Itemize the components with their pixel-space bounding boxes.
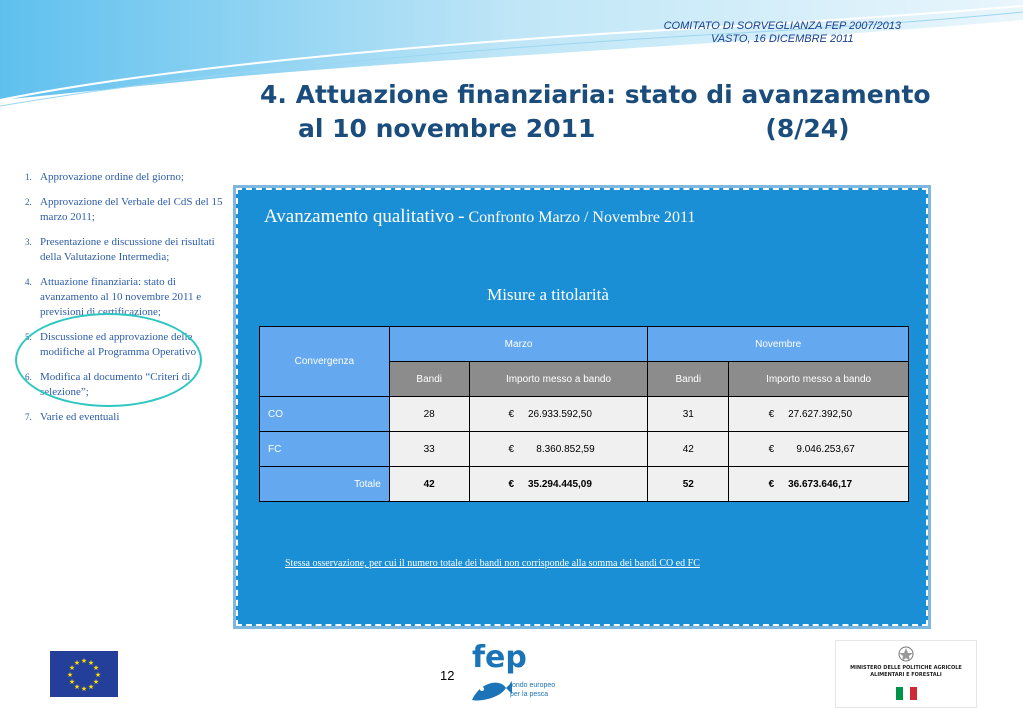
- content-panel: [236, 188, 928, 626]
- fep-logo-text: fep: [472, 640, 527, 675]
- table-row: [260, 397, 909, 432]
- amount-value: 26.933.592,50: [527, 408, 592, 420]
- cell-co-novembre-importo: [729, 397, 909, 432]
- cell-fc-novembre-bandi: 42: [648, 432, 729, 467]
- cell-co-novembre-bandi: 31: [648, 397, 729, 432]
- svg-text:★: ★: [73, 659, 81, 667]
- panel-heading: [264, 206, 695, 228]
- ministry-line-1: MINISTERO DELLE POLITICHE AGRICOLE: [850, 665, 962, 671]
- eu-flag-logo: [50, 651, 118, 697]
- svg-text:★: ★: [80, 657, 88, 665]
- currency-symbol: €: [768, 478, 775, 490]
- amount-value: 27.627.392,50: [788, 408, 853, 420]
- subheader-importo-novembre: Importo messo a bando: [729, 362, 909, 397]
- currency-symbol: €: [768, 408, 775, 420]
- agenda-item-1[interactable]: 1. Approvazione ordine del giorno;: [34, 170, 224, 185]
- agenda-item-7[interactable]: 7. Varie ed eventuali: [34, 410, 224, 425]
- row-label-co: CO: [260, 397, 390, 432]
- panel-heading-separator: -: [458, 206, 465, 227]
- ministry-line-2: ALIMENTARI E FORESTALI: [870, 672, 942, 678]
- table-corner-header: Convergenza: [260, 327, 390, 397]
- svg-text:★: ★: [73, 683, 81, 691]
- highlight-circle: [15, 313, 202, 407]
- cell-fc-novembre-importo: [729, 432, 909, 467]
- fep-logo: [466, 642, 560, 704]
- cell-total-marzo-bandi: 42: [389, 467, 469, 502]
- cell-total-novembre-bandi: 52: [648, 467, 729, 502]
- cell-total-marzo-importo: [469, 467, 648, 502]
- cell-co-marzo-importo: [469, 397, 648, 432]
- row-label-total: Totale: [260, 467, 390, 502]
- amount-value: 8.360.852,59: [536, 443, 595, 455]
- period-header-novembre: Novembre: [648, 327, 909, 362]
- fep-logo-subtext-2: per la pesca: [510, 691, 549, 698]
- slide-title: [260, 78, 960, 146]
- eu-stars-icon: [50, 651, 118, 697]
- agenda-item-4[interactable]: 4. Attuazione finanziaria: stato di avanzamento al 10 novembre 2011 e previsioni di certificazione;: [34, 275, 224, 320]
- svg-text:★: ★: [94, 671, 102, 679]
- committee-line-2: VASTO, 16 DICEMBRE 2011: [710, 33, 854, 45]
- table-row-total: [260, 467, 909, 502]
- agenda-item-6[interactable]: 6. Modifica al documento “Criteri di selezione”;: [34, 370, 224, 400]
- period-header-marzo: Marzo: [389, 327, 648, 362]
- cell-total-novembre-importo: [729, 467, 909, 502]
- currency-symbol: €: [508, 443, 515, 455]
- row-label-fc: FC: [260, 432, 390, 467]
- currency-symbol: €: [768, 443, 775, 455]
- svg-text:★: ★: [87, 683, 95, 691]
- committee-header: [664, 20, 901, 46]
- cell-fc-marzo-importo: [469, 432, 648, 467]
- svg-text:★: ★: [68, 664, 76, 672]
- subheader-importo-marzo: Importo messo a bando: [469, 362, 648, 397]
- currency-symbol: €: [508, 408, 515, 420]
- title-line-2-wrap: [260, 112, 960, 146]
- comparison-table: [259, 326, 909, 502]
- agenda-item-5[interactable]: 5. Discussione ed approvazione delle modifiche al Programma Operativo: [34, 330, 224, 360]
- cell-fc-marzo-bandi: 33: [389, 432, 469, 467]
- panel-subheading: Confronto Marzo / Novembre 2011: [468, 209, 696, 226]
- committee-line-1: COMITATO DI SORVEGLIANZA FEP 2007/2013: [663, 20, 901, 32]
- amount-value: 36.673.646,17: [788, 478, 853, 490]
- cell-co-marzo-bandi: 28: [389, 397, 469, 432]
- amount-value: 9.046.253,67: [796, 443, 855, 455]
- fep-logo-subtext-1: fondo europeo: [510, 682, 556, 689]
- agenda-item-3[interactable]: 3. Presentazione e discussione dei risultati della Valutazione Intermedia;: [34, 235, 224, 265]
- italy-flag-icon: [896, 687, 917, 700]
- title-line-1: 4. Attuazione finanziaria: stato di avanzamento: [260, 80, 931, 109]
- agenda-item-2[interactable]: 2. Approvazione del Verbale del CdS del 15 marzo 2011;: [34, 195, 224, 225]
- svg-text:★: ★: [68, 678, 76, 686]
- amount-value: 35.294.445,09: [527, 478, 592, 490]
- title-line-2: al 10 novembre 2011: [298, 114, 596, 143]
- svg-text:★: ★: [92, 678, 100, 686]
- table-row: [260, 432, 909, 467]
- panel-heading-main: Avanzamento qualitativo: [264, 206, 455, 227]
- subheader-bandi-novembre: Bandi: [648, 362, 729, 397]
- italian-emblem-icon: [896, 645, 916, 663]
- svg-text:★: ★: [87, 659, 95, 667]
- subheader-bandi-marzo: Bandi: [389, 362, 469, 397]
- page-number: 12: [440, 668, 455, 683]
- svg-text:★: ★: [92, 664, 100, 672]
- svg-text:★: ★: [80, 685, 88, 693]
- currency-symbol: €: [508, 478, 515, 490]
- note-link[interactable]: Stessa osservazione, per cui il numero totale dei bandi non corrisponde alla somma dei bandi CO ed FC: [285, 558, 700, 569]
- ministry-text: [836, 665, 976, 679]
- slide-part-indicator: (8/24): [765, 114, 850, 143]
- table-title: Misure a titolarità: [487, 285, 609, 304]
- svg-text:★: ★: [66, 671, 74, 679]
- ministry-logo: [835, 640, 977, 708]
